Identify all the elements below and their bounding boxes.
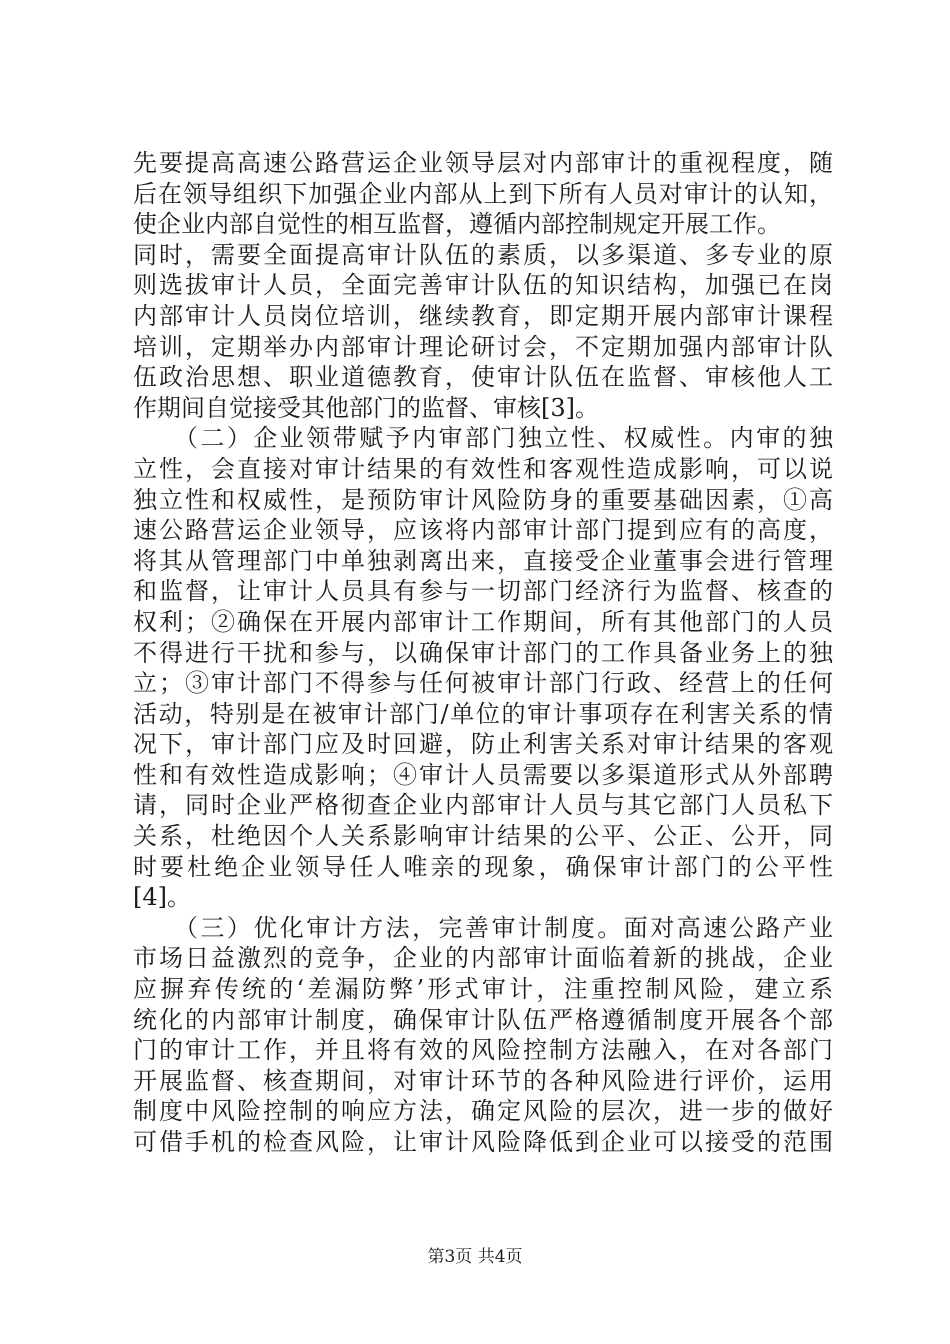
text-line: 后在领导组织下加强企业内部从上到下所有人员对审计的认知， bbox=[133, 179, 833, 208]
text-line: 培训，定期举办内部审计理论研讨会，不定期加强内部审计队 bbox=[133, 332, 833, 361]
text-line: 请，同时企业严格彻查企业内部审计人员与其它部门人员私下 bbox=[133, 791, 833, 820]
text-line: 立性，会直接对审计结果的有效性和客观性造成影响，可以说 bbox=[133, 454, 833, 483]
text-line: 使企业内部自觉性的相互监督，遵循内部控制规定开展工作。 bbox=[133, 210, 781, 239]
text-line: 性和有效性造成影响；④审计人员需要以多渠道形式从外部聘 bbox=[133, 760, 833, 789]
text-line: [4]。 bbox=[133, 883, 191, 912]
text-line: 作期间自觉接受其他部门的监督、审核[3]。 bbox=[133, 393, 599, 422]
text-line: 先要提高高速公路营运企业领导层对内部审计的重视程度，随 bbox=[133, 149, 833, 177]
text-line: 不得进行干扰和参与，以确保审计部门的工作具备业务上的独 bbox=[133, 638, 833, 667]
text-line: 时要杜绝企业领导任人唯亲的现象，确保审计部门的公平性 bbox=[133, 852, 833, 881]
text-line: 同时，需要全面提高审计队伍的素质，以多渠道、多专业的原 bbox=[133, 240, 833, 269]
page-footer: 第3页 共4页 bbox=[427, 1247, 523, 1267]
text-line: 制度中风险控制的响应方法，确定风险的层次，进一步的做好 bbox=[133, 1097, 833, 1126]
text-line: 伍政治思想、职业道德教育，使审计队伍在监督、审核他人工 bbox=[133, 363, 833, 392]
text-line: 则选拔审计人员，全面完善审计队伍的知识结构，加强已在岗 bbox=[133, 271, 833, 300]
text-line: 独立性和权威性，是预防审计风险防身的重要基础因素，①高 bbox=[133, 485, 833, 514]
text-line: 统化的内部审计制度，确保审计队伍严格遵循制度开展各个部 bbox=[133, 1005, 833, 1034]
text-line: 权利；②确保在开展内部审计工作期间，所有其他部门的人员 bbox=[133, 607, 833, 636]
text-line: 门的审计工作，并且将有效的风险控制方法融入，在对各部门 bbox=[133, 1036, 833, 1065]
text-line: 况下，审计部门应及时回避，防止利害关系对审计结果的客观 bbox=[133, 730, 833, 759]
text-line: 立；③审计部门不得参与任何被审计部门行政、经营上的任何 bbox=[133, 669, 833, 698]
text-line: 活动，特别是在被审计部门/单位的审计事项存在利害关系的情 bbox=[133, 699, 833, 728]
text-line: （三）优化审计方法，完善审计制度。面对高速公路产业 bbox=[133, 913, 833, 942]
document-body bbox=[133, 148, 833, 1158]
text-line: 关系，杜绝因个人关系影响审计结果的公平、公正、公开，同 bbox=[133, 822, 833, 851]
text-line: 市场日益激烈的竞争，企业的内部审计面临着新的挑战，企业 bbox=[133, 944, 833, 973]
text-line: 应摒弃传统的‘差漏防弊’形式审计，注重控制风险，建立系 bbox=[133, 975, 833, 1004]
text-line: 和监督，让审计人员具有参与一切部门经济行为监督、核查的 bbox=[133, 577, 833, 606]
text-line: 速公路营运企业领导，应该将内部审计部门提到应有的高度， bbox=[133, 516, 833, 545]
text-line: 将其从管理部门中单独剥离出来，直接受企业董事会进行管理 bbox=[133, 546, 833, 575]
text-line: 可借手机的检查风险，让审计风险降低到企业可以接受的范围 bbox=[133, 1128, 833, 1156]
text-line: 开展监督、核查期间，对审计环节的各种风险进行评价，运用 bbox=[133, 1066, 833, 1095]
text-line: 内部审计人员岗位培训，继续教育，即定期开展内部审计课程 bbox=[133, 301, 833, 330]
text-line: （二）企业领带赋予内审部门独立性、权威性。内审的独 bbox=[133, 424, 833, 453]
